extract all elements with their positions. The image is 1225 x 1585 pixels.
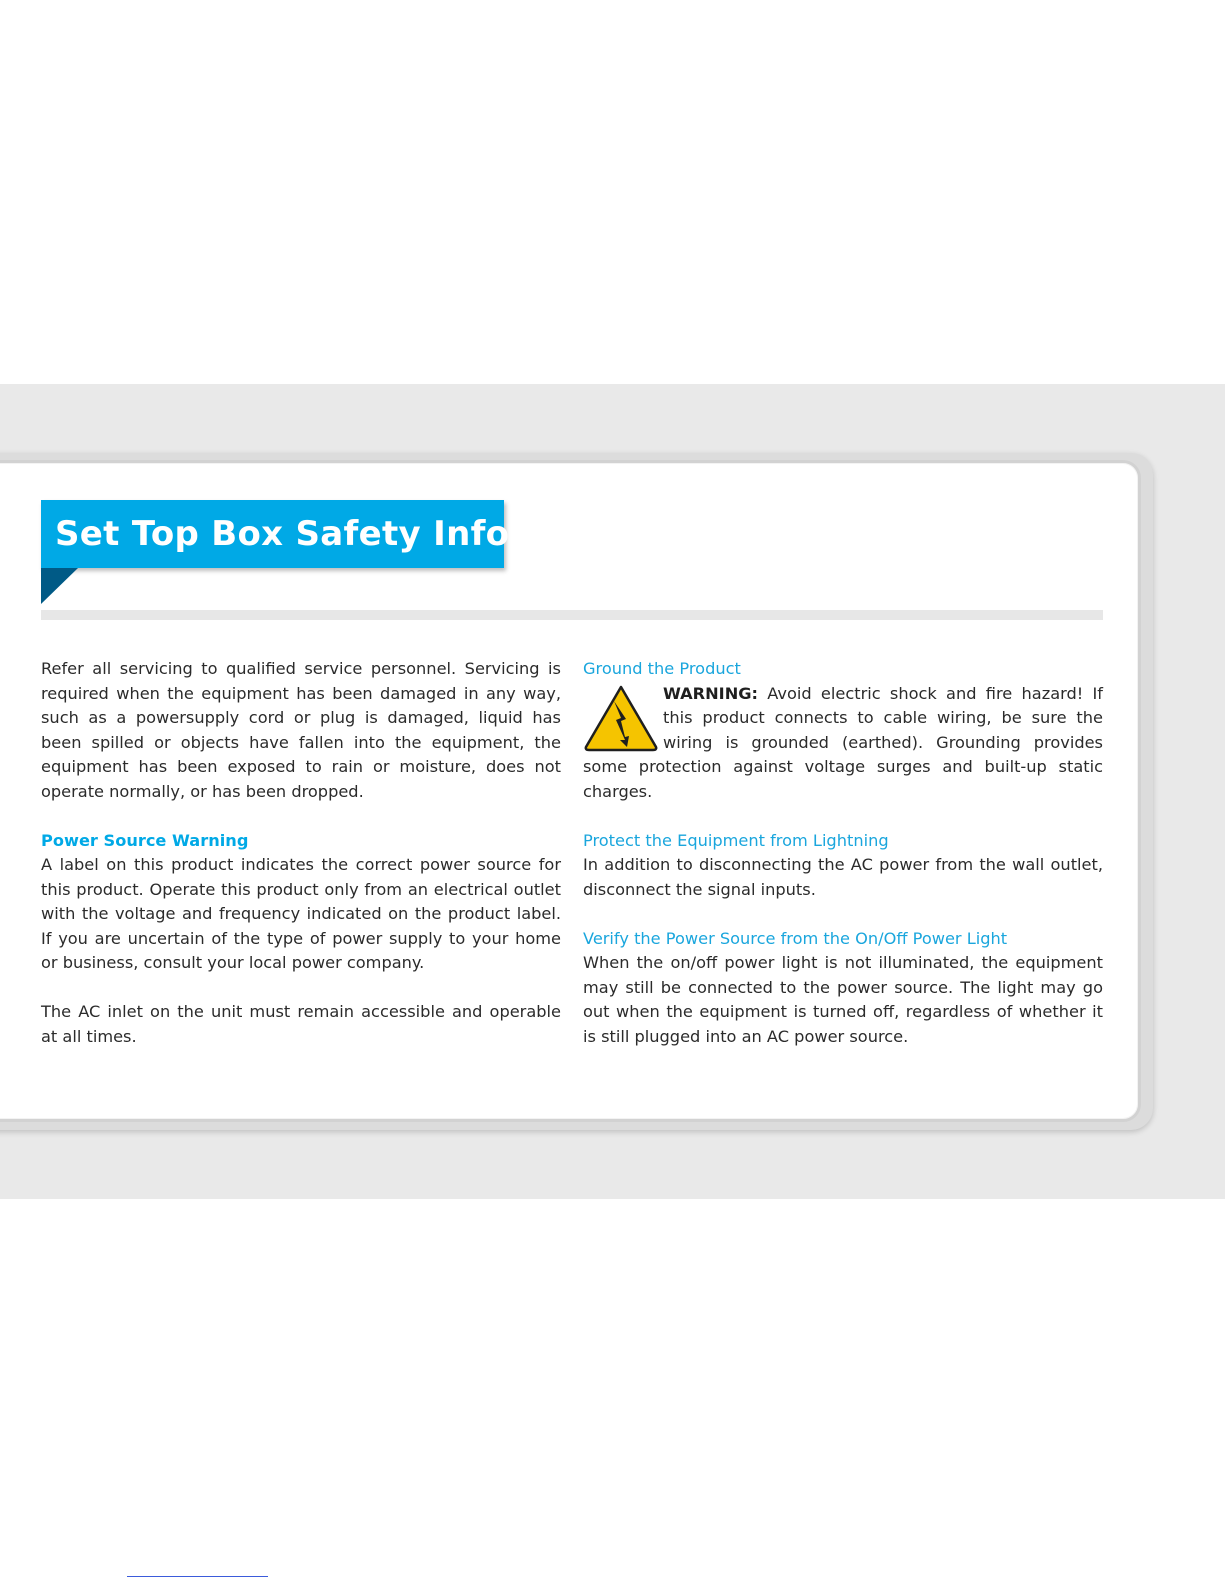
ground-heading: Ground the Product [583,659,741,678]
verify-heading: Verify the Power Source from the On/Off Power Light [583,928,1008,948]
banner-fold [41,568,78,604]
warning-paragraph [583,682,1103,805]
bottom-link-underline [127,1576,268,1577]
ac-inlet-paragraph: The AC inlet on the unit must remain accessible and operable at all times. [41,1002,561,1046]
warning-block [583,682,1103,805]
warning-text: Avoid electric shock and fire hazard! If this product connects to cable wiring, be sure the wiring is grounded (earthed). Grounding provides some protection against voltage surges and built-up static charges. [583,683,1103,801]
electric-shock-warning-icon [583,684,659,752]
divider [41,610,1103,620]
lightning-paragraph: In addition to disconnecting the AC power from the wall outlet, disconnect the signal inputs. [583,855,1103,899]
warning-label: WARNING: [663,683,758,703]
page-title: Set Top Box Safety Info. [55,514,523,554]
title-banner [41,500,523,568]
power-source-paragraph: A label on this product indicates the correct power source for this product. Operate this product only from an electrical outlet with the voltage and frequency indicated on the product label. If you are uncertain of the type of power supply to your home or business, consult your local power company. [41,855,561,972]
power-source-heading: Power Source Warning [41,830,249,850]
right-column [583,657,1103,1049]
lightning-heading: Protect the Equipment from Lightning [583,830,889,850]
servicing-paragraph: Refer all servicing to qualified service personnel. Servicing is required when the equipment has been damaged in any way, such as a powersupply cord or plug is damaged, liquid has been spilled or objects have fallen into the equipment, the equipment has been exposed to rain or moisture, does not operate normally, or has been dropped. [41,659,561,801]
verify-paragraph: When the on/off power light is not illuminated, the equipment may still be connected to the power source. The light may go out when the equipment is turned off, regardless of whether it is still plugged into an AC power source. [583,953,1103,1046]
left-column [41,657,561,1049]
